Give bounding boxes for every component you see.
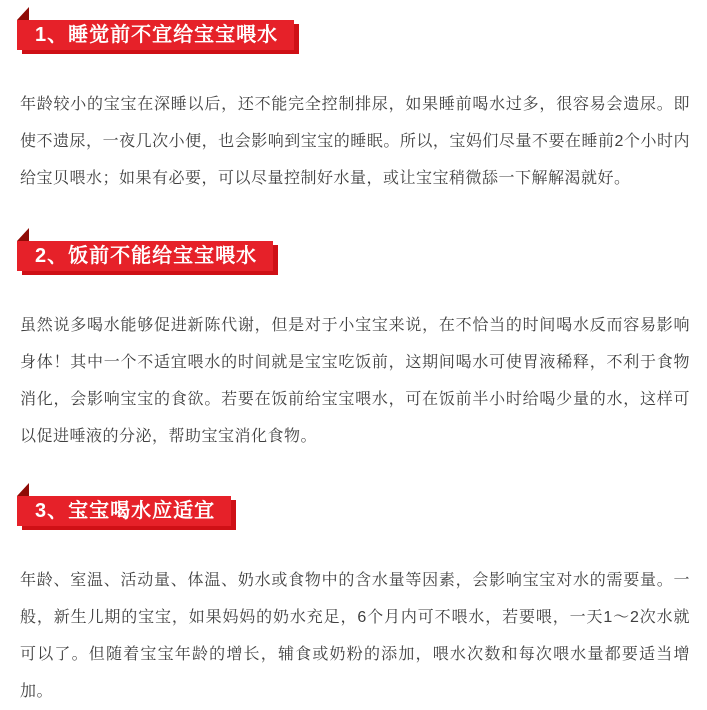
section-water-amount bbox=[0, 455, 707, 710]
ribbon-fold-icon bbox=[17, 228, 29, 241]
section-sleep-water bbox=[0, 0, 707, 197]
section-body-2: 虽然说多喝水能够促进新陈代谢，但是对于小宝宝来说，在不恰当的时间喝水反而容易影响身体！其中一个不适宜喂水的时间就是宝宝吃饭前，这期间喝水可使胃液稀释，不利于食物消化，会影响宝宝的食欲。若要在饭前给宝宝喂水，可在饭前半小时给喝少量的水，这样可以促进唾液的分泌，帮助宝宝消化食物。 bbox=[20, 317, 690, 445]
section-body-1: 年龄较小的宝宝在深睡以后，还不能完全控制排尿，如果睡前喝水过多，很容易会遗尿。即使不遗尿，一夜几次小便，也会影响到宝宝的睡眠。所以，宝妈们尽量不要在睡前2个小时内给宝贝喂水；如果有必要，可以尽量控制好水量，或让宝宝稍微舔一下解解渴就好。 bbox=[20, 96, 690, 187]
section-title-3: 3、宝宝喝水应适宜 bbox=[17, 496, 231, 526]
section-header-3 bbox=[17, 483, 231, 526]
section-body-3: 年龄、室温、活动量、体温、奶水或食物中的含水量等因素，会影响宝宝对水的需要量。一般，新生儿期的宝宝，如果妈妈的奶水充足，6个月内可不喂水，若要喂，一天1～2次水就可以了。但随着宝宝年龄的增长，辅食或奶粉的添加，喂水次数和每次喂水量都要适当增加。 bbox=[20, 572, 690, 700]
section-meal-water bbox=[0, 197, 707, 455]
ribbon-fold-icon bbox=[17, 483, 29, 496]
section-title-1: 1、睡觉前不宜给宝宝喂水 bbox=[17, 20, 294, 50]
section-header-2 bbox=[17, 228, 273, 271]
section-title-2: 2、饭前不能给宝宝喂水 bbox=[17, 241, 273, 271]
ribbon-fold-icon bbox=[17, 7, 29, 20]
section-header-1 bbox=[17, 7, 294, 50]
